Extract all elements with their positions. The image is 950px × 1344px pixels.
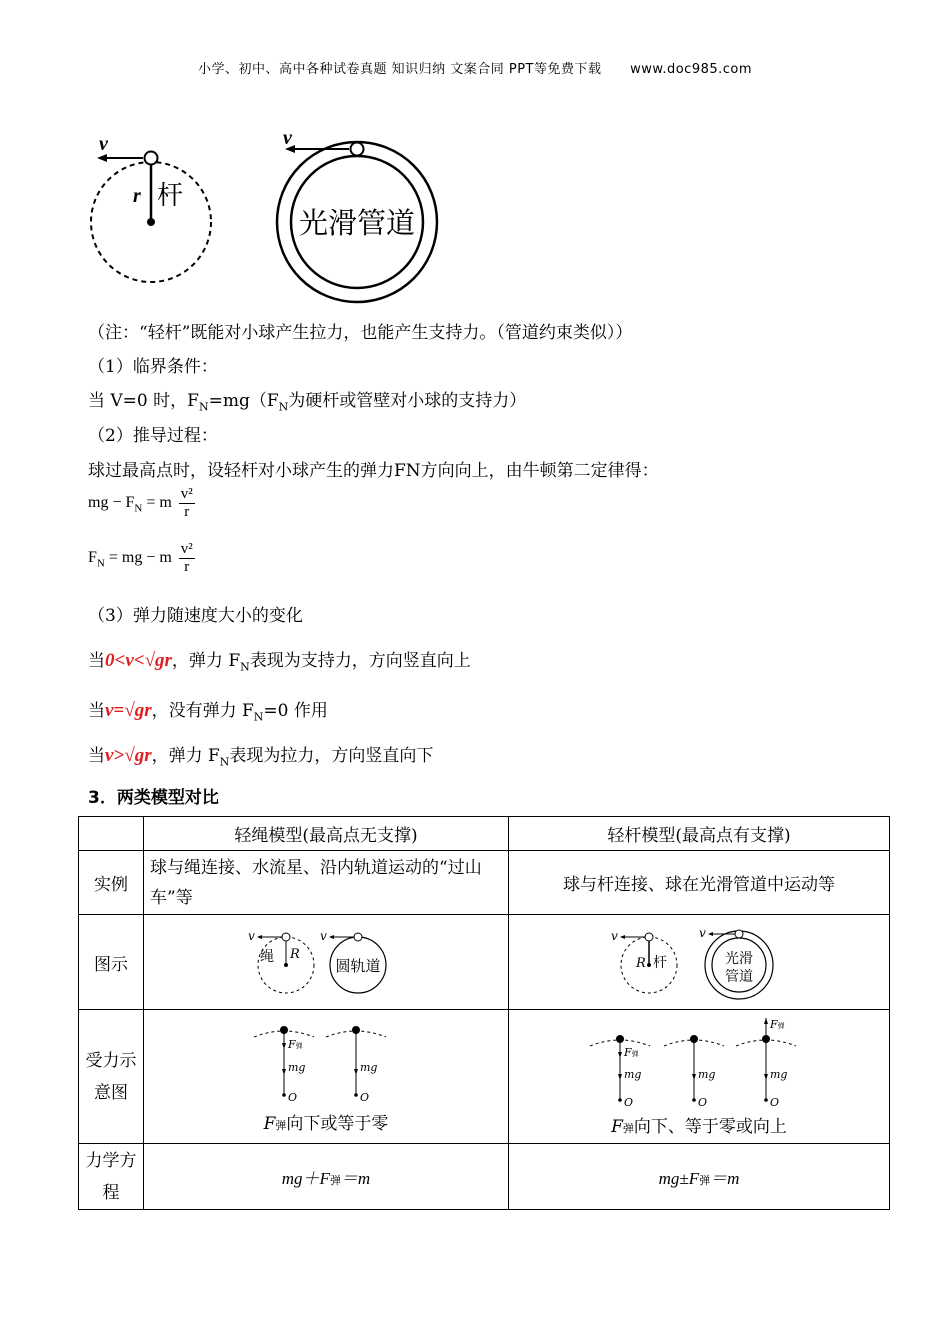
svg-text:O: O <box>624 1096 634 1108</box>
rod-figure-cell <box>509 915 890 1010</box>
rope-example: 球与绳连接、水流星、沿内轨道运动的“过山车”等 <box>144 851 509 915</box>
variation-case-2: 当v=√gr，没有弹力 $F_N=0$ 作用 <box>88 700 328 724</box>
row-label-force: 受力示意图 <box>79 1010 144 1144</box>
rod-force-cell <box>509 1010 890 1144</box>
pipe-ball <box>351 143 364 156</box>
svg-text:mg: mg <box>770 1068 788 1081</box>
variation-case-3: 当v>√gr，弹力 $F_N$表现为拉力，方向竖直向下 <box>88 745 434 769</box>
equation-1: mg − $F_N = m$ $\frac{\text{v²}}{r}$ <box>88 486 193 520</box>
svg-text:O: O <box>288 1091 298 1103</box>
top-figure <box>85 122 445 307</box>
page-header <box>0 58 950 77</box>
variation-case-1: 当0<v<√gr，弹力 $F_N$表现为支持力，方向竖直向上 <box>88 650 471 674</box>
svg-text:R: R <box>636 956 646 971</box>
svg-text:mg: mg <box>288 1061 306 1074</box>
header-rod: 轻杆模型(最高点有支撑) <box>509 817 890 851</box>
rope-force-caption: F弹向下或等于零 <box>263 1114 389 1134</box>
rope-figure <box>246 923 406 1001</box>
equation-2: $F_N$ = mg − m $\frac{\text{v²}}{r}$ <box>88 541 193 575</box>
table-row <box>79 1010 890 1144</box>
table-row <box>79 915 890 1010</box>
derivation-text: 球过最高点时，设轻杆对小球产生的弹力FN方向向上，由牛顿第二定律得： <box>88 461 659 481</box>
note: （注：“轻杆”既能对小球产生拉力，也能产生支持力。（管道约束类似）） <box>88 323 633 343</box>
svg-text:v: v <box>248 929 255 943</box>
rod-equation: mg±F弹＝m <box>509 1144 890 1210</box>
rod-ball <box>145 152 158 165</box>
svg-text:F弹: F弹 <box>770 1018 785 1031</box>
svg-text:O: O <box>360 1091 370 1103</box>
pipe-v-label: v <box>283 127 292 149</box>
rope-force-cell <box>144 1010 509 1144</box>
svg-text:光滑: 光滑 <box>725 951 753 967</box>
rod-force-diagram <box>584 1016 814 1108</box>
svg-text:mg: mg <box>360 1061 378 1074</box>
derivation-heading: （2）推导过程： <box>88 426 218 446</box>
section-title: 3．两类模型对比 <box>88 788 219 808</box>
rope-label: 绳 <box>260 949 274 965</box>
variation-heading: （3）弹力随速度大小的变化 <box>88 606 303 626</box>
svg-text:F弹: F弹 <box>288 1038 303 1051</box>
svg-text:mg: mg <box>624 1068 642 1081</box>
svg-text:v: v <box>699 926 706 940</box>
rod-v-label: v <box>99 133 108 155</box>
row-label-equation: 力学方程 <box>79 1144 144 1210</box>
svg-text:mg: mg <box>698 1068 716 1081</box>
row-label-example: 实例 <box>79 851 144 915</box>
critical-line: 当 V=0 时，$F_N=mg(F_N$为硬杆或管壁对小球的支持力） <box>88 391 527 414</box>
table-row <box>79 1144 890 1210</box>
rod-label-small: 杆 <box>653 955 667 971</box>
svg-text:F弹: F弹 <box>624 1046 639 1059</box>
header-empty-cell <box>79 817 144 851</box>
svg-text:v: v <box>320 929 327 943</box>
rod-label: 杆 <box>157 181 184 211</box>
header-url[interactable]: www.doc985.com <box>630 62 753 77</box>
pipe-label: 光滑管道 <box>298 206 416 240</box>
row-label-figure: 图示 <box>79 915 144 1010</box>
rod-center-dot <box>147 218 155 226</box>
rod-figure <box>609 923 789 1001</box>
rod-r-label: r <box>133 185 141 207</box>
rope-figure-cell <box>144 915 509 1010</box>
comparison-table <box>78 816 890 1210</box>
rope-force-diagram <box>246 1021 406 1103</box>
svg-text:R: R <box>290 947 300 962</box>
critical-heading: （1）临界条件： <box>88 357 218 377</box>
table-row <box>79 851 890 915</box>
header-text: 小学、初中、高中各种试卷真题 知识归纳 文案合同 PPT等免费下载 <box>197 62 602 77</box>
svg-text:O: O <box>770 1096 780 1108</box>
track-label: 圆轨道 <box>335 957 381 975</box>
svg-text:管道: 管道 <box>725 969 753 985</box>
svg-text:O: O <box>698 1096 708 1108</box>
rod-example: 球与杆连接、球在光滑管道中运动等 <box>509 851 890 915</box>
svg-text:v: v <box>611 929 618 943</box>
rope-equation: mg＋F弹＝m <box>144 1144 509 1210</box>
header-rope: 轻绳模型(最高点无支撑) <box>144 817 509 851</box>
table-header-row <box>79 817 890 851</box>
rod-force-caption: F弹向下、等于零或向上 <box>611 1117 787 1137</box>
